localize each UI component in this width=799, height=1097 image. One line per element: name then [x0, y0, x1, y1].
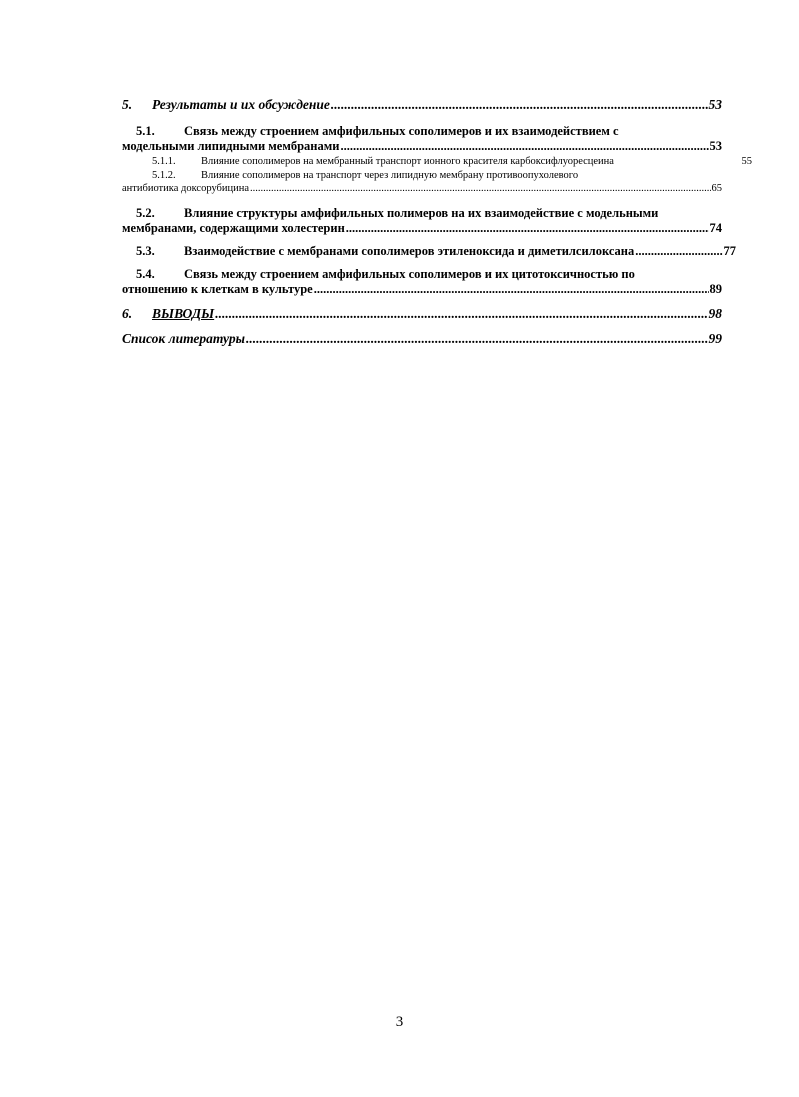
toc-title-line-1: Влияние структуры амфифильных полимеров на их взаимодействие с модельными [184, 206, 659, 220]
dot-leader [340, 139, 708, 154]
toc-page-number: 98 [708, 306, 722, 321]
toc-entry-section-5-1[interactable] [122, 124, 722, 154]
toc-number: 5.1.1. [152, 156, 176, 167]
dot-leader [314, 282, 709, 297]
page-number: 3 [395, 1014, 404, 1030]
toc-entry-chapter-5[interactable] [122, 97, 722, 113]
toc-page-number: 77 [723, 244, 736, 258]
dot-leader [246, 331, 708, 347]
toc-title: Результаты и их обсуждение [152, 97, 330, 112]
toc-number: 5.1.2. [152, 170, 176, 181]
toc-entry-chapter-6[interactable] [122, 306, 722, 322]
toc-title-line-1: Связь между строением амфифильных сополимеров и их взаимодействием с [184, 124, 619, 138]
toc-title: ВЫВОДЫ [152, 306, 215, 321]
toc-page-number: 53 [708, 97, 722, 112]
toc-title: Взаимодействие с мембранами сополимеров этиленоксида и диметилсилоксана [184, 244, 635, 258]
toc-title-line-2: антибиотика доксорубицина [122, 183, 250, 194]
toc-entry-subsection-5-1-1[interactable] [122, 156, 752, 167]
dot-leader [635, 244, 722, 259]
toc-title-line-2: модельными липидными мембранами [122, 139, 340, 153]
toc-title: Влияние сополимеров на мембранный транспорт ионного красителя карбоксифлуоресцеина [201, 156, 614, 167]
toc-number: 5. [122, 97, 133, 112]
toc-entry-section-5-2[interactable] [122, 206, 722, 236]
dot-leader [346, 221, 709, 236]
toc-entry-references[interactable] [122, 331, 722, 347]
toc-title-line-1: Связь между строением амфифильных сополимеров и их цитотоксичностью по [184, 267, 635, 281]
toc-page-number: 89 [709, 282, 722, 296]
toc-number: 5.2. [136, 206, 155, 220]
toc-page-number: 65 [711, 183, 722, 194]
toc-entry-section-5-4[interactable] [122, 267, 722, 297]
toc-page-number: 55 [741, 156, 752, 167]
toc-title-line-2: отношению к клеткам в культуре [122, 282, 313, 296]
toc-title-line-1: Влияние сополимеров на транспорт через липидную мембрану противоопухолевого [201, 170, 579, 181]
toc-title-line-2: мембранами, содержащими холестерин [122, 221, 345, 235]
toc-number: 6. [122, 306, 133, 321]
toc-entry-section-5-3[interactable] [122, 244, 736, 259]
dot-leader [331, 97, 708, 113]
toc-number: 5.1. [136, 124, 155, 138]
toc-entry-subsection-5-1-2[interactable] [122, 170, 722, 194]
dot-leader [215, 306, 707, 322]
toc-page-number: 99 [708, 331, 722, 346]
dot-leader [250, 183, 710, 194]
toc-page-number: 53 [709, 139, 722, 153]
toc-title: Список литературы [122, 331, 245, 346]
toc-page-number: 74 [709, 221, 722, 235]
toc-number: 5.3. [136, 244, 155, 258]
toc-number: 5.4. [136, 267, 155, 281]
